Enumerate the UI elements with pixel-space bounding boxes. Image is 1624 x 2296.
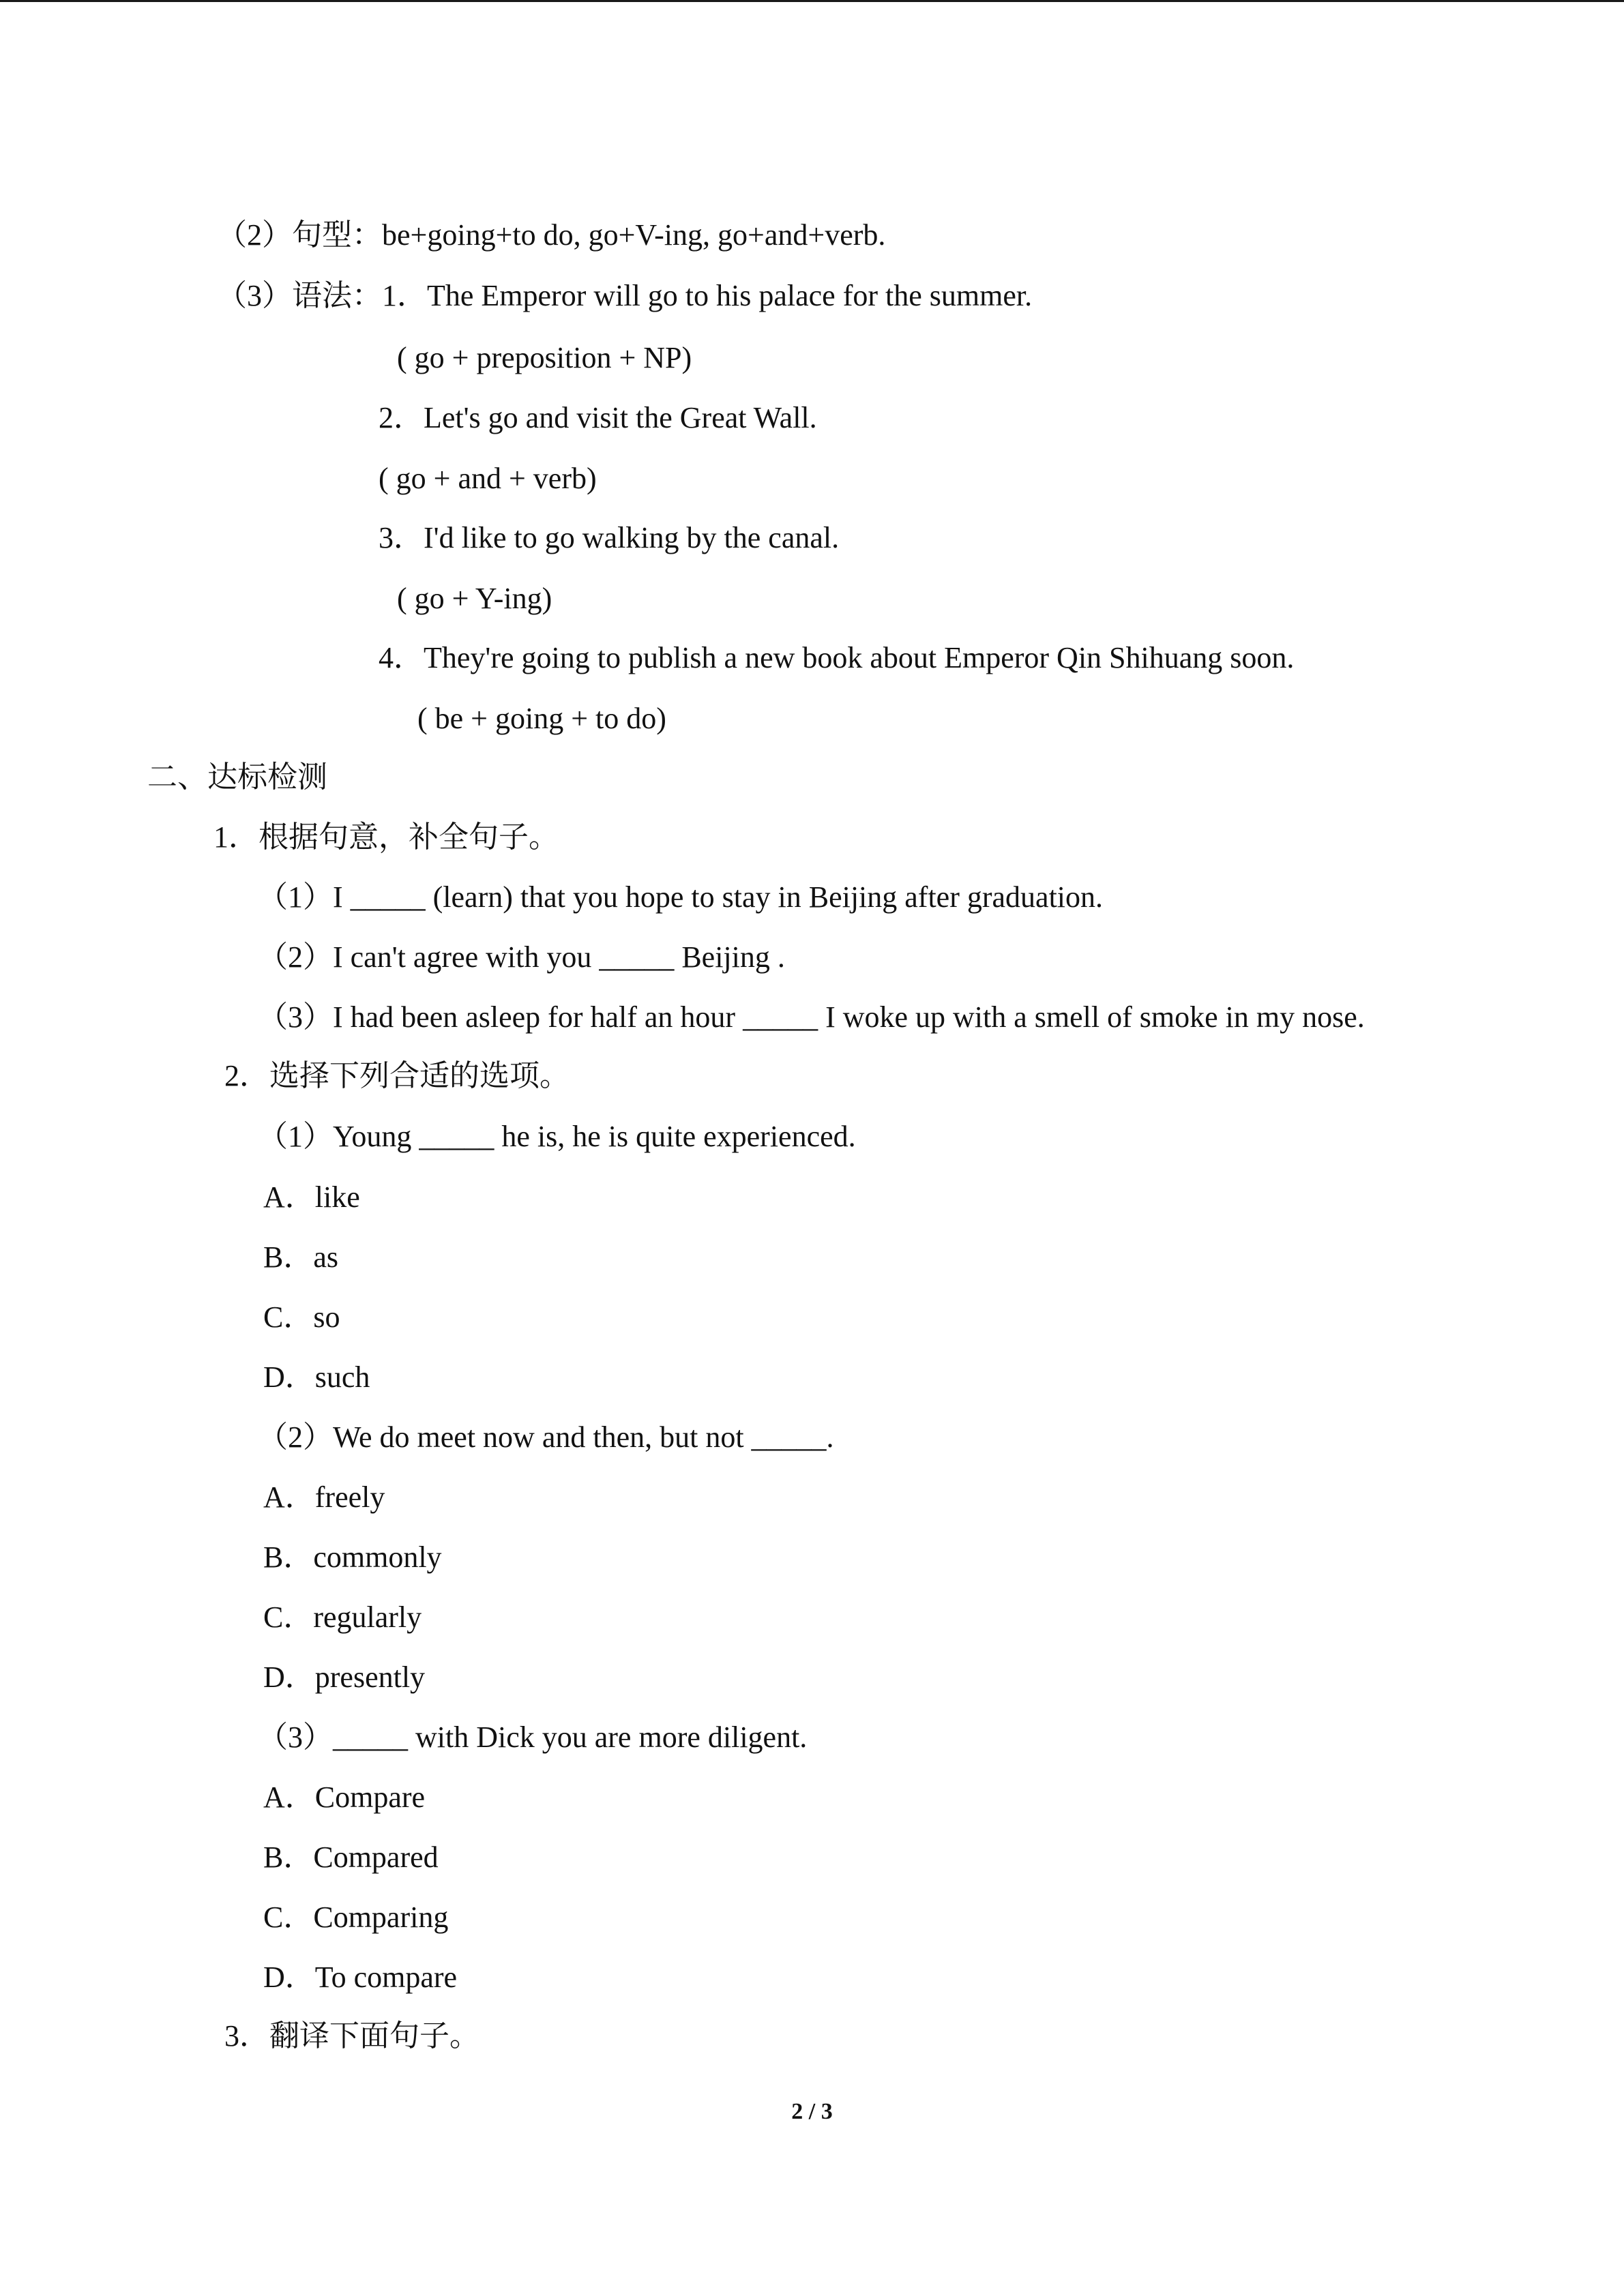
answer-option: C．regularly — [263, 1600, 422, 1634]
grammar-note-3: ( go + Y-ing) — [397, 582, 552, 615]
answer-option: A．Compare — [263, 1780, 426, 1814]
fill-blank-item: （2）I can't agree with you _____ Beijing . — [258, 940, 785, 974]
answer-option: D．To compare — [263, 1960, 458, 1994]
grammar-example-3: 3．I'd like to go walking by the canal. — [379, 521, 840, 554]
section-heading: 二、达标检测 — [147, 760, 327, 794]
sentence-patterns-line: （2）句型：be+going+to do, go+V-ing, go+and+verb. — [217, 218, 886, 252]
part-3-instruction: 3．翻译下面句子。 — [224, 2019, 479, 2053]
answer-option: C．Comparing — [263, 1900, 449, 1934]
grammar-example-2: 2．Let's go and visit the Great Wall. — [379, 401, 817, 434]
question-stem: （1）Young _____ he is, he is quite experienced. — [258, 1120, 856, 1153]
answer-option: D．such — [263, 1360, 370, 1394]
answer-option: D．presently — [263, 1660, 426, 1694]
question-stem: （2）We do meet now and then, but not _____. — [258, 1420, 834, 1454]
part-1-instruction: 1．根据句意，补全句子。 — [213, 820, 559, 854]
answer-option: C．so — [263, 1300, 340, 1334]
grammar-example-4: 4．They're going to publish a new book about Emperor Qin Shihuang soon. — [379, 641, 1295, 674]
page-top-border — [0, 0, 1624, 2]
answer-option: B．as — [263, 1240, 338, 1274]
grammar-note-4: ( be + going + to do) — [417, 702, 666, 735]
part-2-instruction: 2．选择下列合适的选项。 — [224, 1059, 570, 1092]
fill-blank-item: （1）I _____ (learn) that you hope to stay in Beijing after graduation. — [258, 880, 1104, 914]
grammar-note-1: ( go + preposition + NP) — [397, 341, 692, 374]
answer-option: A．like — [263, 1180, 360, 1214]
answer-option: B．commonly — [263, 1540, 442, 1574]
grammar-example-1: （3）语法：1．The Emperor will go to his palace for the summer. — [217, 279, 1033, 312]
grammar-note-2: ( go + and + verb) — [379, 462, 597, 495]
page-number: 2 / 3 — [791, 2099, 833, 2124]
question-stem: （3）_____ with Dick you are more diligent. — [258, 1720, 808, 1754]
fill-blank-item: （3）I had been asleep for half an hour _____ I woke up with a smell of smoke in my nose. — [258, 1000, 1365, 1034]
answer-option: A．freely — [263, 1480, 385, 1514]
answer-option: B．Compared — [263, 1840, 439, 1874]
